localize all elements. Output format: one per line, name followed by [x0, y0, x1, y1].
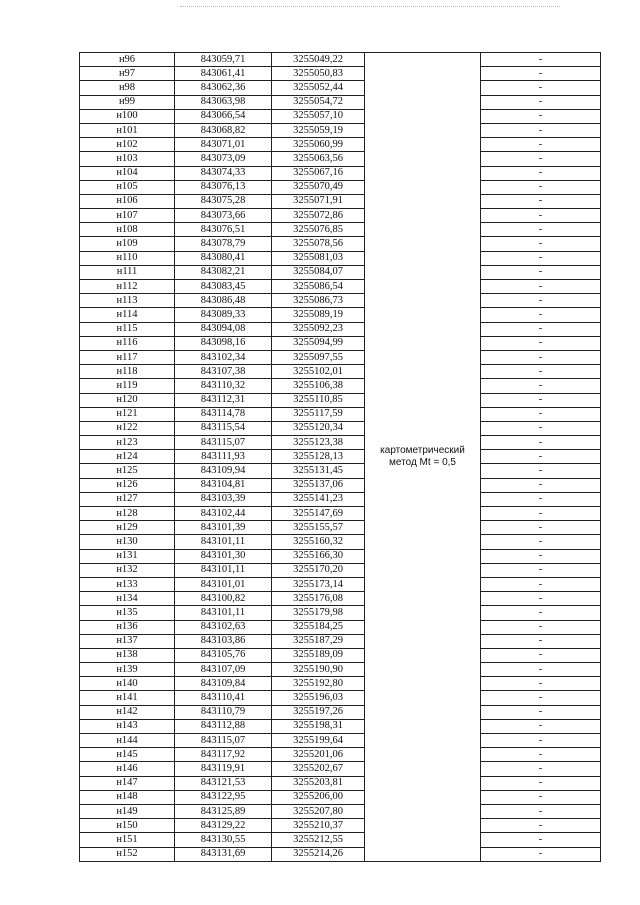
coord-x-cell: 843102,63: [175, 620, 272, 634]
note-cell: -: [481, 237, 601, 251]
coord-y-cell: 3255201,06: [272, 748, 365, 762]
point-id-cell: н139: [80, 663, 175, 677]
point-id-cell: н119: [80, 379, 175, 393]
table-row: [80, 294, 601, 308]
point-id-cell: н143: [80, 719, 175, 733]
table-row: [80, 535, 601, 549]
note-cell: -: [481, 648, 601, 662]
coord-x-cell: 843112,88: [175, 719, 272, 733]
method-label: картометрический метод Mt = 0,5: [380, 444, 465, 468]
coord-x-cell: 843110,79: [175, 705, 272, 719]
coord-x-cell: 843074,33: [175, 166, 272, 180]
coord-y-cell: 3255170,20: [272, 563, 365, 577]
point-id-cell: н101: [80, 123, 175, 137]
table-row: [80, 507, 601, 521]
note-cell: -: [481, 719, 601, 733]
point-id-cell: н147: [80, 776, 175, 790]
coord-x-cell: 843110,41: [175, 691, 272, 705]
table-row: [80, 223, 601, 237]
coord-x-cell: 843125,89: [175, 804, 272, 818]
coord-x-cell: 843073,09: [175, 152, 272, 166]
note-cell: -: [481, 549, 601, 563]
coord-x-cell: 843101,30: [175, 549, 272, 563]
coord-y-cell: 3255207,80: [272, 804, 365, 818]
table-row: [80, 549, 601, 563]
note-cell: -: [481, 535, 601, 549]
note-cell: -: [481, 379, 601, 393]
coord-x-cell: 843098,16: [175, 336, 272, 350]
coord-y-cell: 3255141,23: [272, 492, 365, 506]
coord-x-cell: 843131,69: [175, 847, 272, 861]
table-row: [80, 478, 601, 492]
point-id-cell: н135: [80, 606, 175, 620]
coord-x-cell: 843110,32: [175, 379, 272, 393]
note-cell: -: [481, 53, 601, 67]
point-id-cell: н132: [80, 563, 175, 577]
table-row: [80, 677, 601, 691]
table-row: [80, 521, 601, 535]
coord-y-cell: 3255176,08: [272, 592, 365, 606]
coord-y-cell: 3255190,90: [272, 663, 365, 677]
table-row: [80, 180, 601, 194]
note-cell: -: [481, 634, 601, 648]
table-row: [80, 336, 601, 350]
coord-y-cell: 3255214,26: [272, 847, 365, 861]
table-row: [80, 790, 601, 804]
coord-y-cell: 3255092,23: [272, 322, 365, 336]
coord-x-cell: 843117,92: [175, 748, 272, 762]
point-id-cell: н118: [80, 365, 175, 379]
table-row: [80, 123, 601, 137]
coord-x-cell: 843082,21: [175, 265, 272, 279]
coord-y-cell: 3255212,55: [272, 833, 365, 847]
table-row: [80, 95, 601, 109]
coord-x-cell: 843107,09: [175, 663, 272, 677]
note-cell: -: [481, 592, 601, 606]
point-id-cell: н124: [80, 450, 175, 464]
point-id-cell: н105: [80, 180, 175, 194]
coord-y-cell: 3255202,67: [272, 762, 365, 776]
note-cell: -: [481, 322, 601, 336]
coord-y-cell: 3255203,81: [272, 776, 365, 790]
note-cell: -: [481, 393, 601, 407]
note-cell: -: [481, 194, 601, 208]
point-id-cell: н100: [80, 109, 175, 123]
point-id-cell: н149: [80, 804, 175, 818]
note-cell: -: [481, 734, 601, 748]
coord-y-cell: 3255128,13: [272, 450, 365, 464]
coord-x-cell: 843068,82: [175, 123, 272, 137]
table-row: [80, 748, 601, 762]
coord-x-cell: 843107,38: [175, 365, 272, 379]
point-id-cell: н108: [80, 223, 175, 237]
method-cell: [365, 53, 481, 862]
note-cell: -: [481, 563, 601, 577]
table-row: [80, 251, 601, 265]
note-cell: -: [481, 365, 601, 379]
coord-x-cell: 843089,33: [175, 308, 272, 322]
coord-y-cell: 3255196,03: [272, 691, 365, 705]
note-cell: -: [481, 421, 601, 435]
point-id-cell: н110: [80, 251, 175, 265]
coord-x-cell: 843109,84: [175, 677, 272, 691]
coord-x-cell: 843101,01: [175, 577, 272, 591]
coord-y-cell: 3255131,45: [272, 464, 365, 478]
coord-y-cell: 3255052,44: [272, 81, 365, 95]
table-row: [80, 237, 601, 251]
coord-y-cell: 3255117,59: [272, 407, 365, 421]
coord-x-cell: 843109,94: [175, 464, 272, 478]
point-id-cell: н131: [80, 549, 175, 563]
coord-x-cell: 843076,51: [175, 223, 272, 237]
note-cell: -: [481, 123, 601, 137]
coord-x-cell: 843114,78: [175, 407, 272, 421]
table-row: [80, 109, 601, 123]
coord-y-cell: 3255110,85: [272, 393, 365, 407]
note-cell: -: [481, 336, 601, 350]
coord-y-cell: 3255057,10: [272, 109, 365, 123]
note-cell: -: [481, 166, 601, 180]
note-cell: -: [481, 350, 601, 364]
coord-y-cell: 3255199,64: [272, 734, 365, 748]
table-row: [80, 804, 601, 818]
coord-y-cell: 3255071,91: [272, 194, 365, 208]
coord-x-cell: 843130,55: [175, 833, 272, 847]
table-row: [80, 705, 601, 719]
point-id-cell: н96: [80, 53, 175, 67]
note-cell: -: [481, 294, 601, 308]
note-cell: -: [481, 748, 601, 762]
scan-artifact-line: [180, 6, 560, 9]
table-row: [80, 365, 601, 379]
coord-y-cell: 3255078,56: [272, 237, 365, 251]
coord-y-cell: 3255097,55: [272, 350, 365, 364]
note-cell: -: [481, 833, 601, 847]
coord-y-cell: 3255123,38: [272, 436, 365, 450]
note-cell: -: [481, 223, 601, 237]
coord-x-cell: 843115,07: [175, 436, 272, 450]
coord-x-cell: 843101,11: [175, 535, 272, 549]
coord-x-cell: 843111,93: [175, 450, 272, 464]
coord-x-cell: 843102,44: [175, 507, 272, 521]
note-cell: -: [481, 577, 601, 591]
table-row: [80, 166, 601, 180]
table-row: [80, 209, 601, 223]
table-row: [80, 407, 601, 421]
table-row: [80, 379, 601, 393]
coord-y-cell: 3255086,73: [272, 294, 365, 308]
coord-y-cell: 3255049,22: [272, 53, 365, 67]
note-cell: -: [481, 507, 601, 521]
coord-x-cell: 843061,41: [175, 67, 272, 81]
coord-x-cell: 843075,28: [175, 194, 272, 208]
note-cell: -: [481, 492, 601, 506]
table-row: [80, 280, 601, 294]
coord-y-cell: 3255120,34: [272, 421, 365, 435]
coordinates-table: [79, 52, 601, 862]
table-row: [80, 265, 601, 279]
table-row: [80, 847, 601, 861]
point-id-cell: н123: [80, 436, 175, 450]
coord-y-cell: 3255076,85: [272, 223, 365, 237]
note-cell: -: [481, 464, 601, 478]
point-id-cell: н142: [80, 705, 175, 719]
note-cell: -: [481, 606, 601, 620]
point-id-cell: н97: [80, 67, 175, 81]
coord-y-cell: 3255106,38: [272, 379, 365, 393]
coord-y-cell: 3255147,69: [272, 507, 365, 521]
coord-y-cell: 3255137,06: [272, 478, 365, 492]
coord-x-cell: 843119,91: [175, 762, 272, 776]
note-cell: -: [481, 251, 601, 265]
table-row: [80, 81, 601, 95]
coord-x-cell: 843078,79: [175, 237, 272, 251]
coord-x-cell: 843073,66: [175, 209, 272, 223]
table-row: [80, 194, 601, 208]
coord-y-cell: 3255094,99: [272, 336, 365, 350]
point-id-cell: н122: [80, 421, 175, 435]
coord-x-cell: 843101,39: [175, 521, 272, 535]
coord-x-cell: 843101,11: [175, 606, 272, 620]
point-id-cell: н111: [80, 265, 175, 279]
note-cell: -: [481, 478, 601, 492]
coord-x-cell: 843086,48: [175, 294, 272, 308]
coord-x-cell: 843059,71: [175, 53, 272, 67]
table-row: [80, 464, 601, 478]
point-id-cell: н114: [80, 308, 175, 322]
coord-x-cell: 843102,34: [175, 350, 272, 364]
coord-y-cell: 3255206,00: [272, 790, 365, 804]
coord-x-cell: 843129,22: [175, 819, 272, 833]
point-id-cell: н113: [80, 294, 175, 308]
note-cell: -: [481, 762, 601, 776]
point-id-cell: н109: [80, 237, 175, 251]
coord-x-cell: 843071,01: [175, 138, 272, 152]
note-cell: -: [481, 152, 601, 166]
point-id-cell: н150: [80, 819, 175, 833]
table-row: [80, 450, 601, 464]
table-row: [80, 776, 601, 790]
point-id-cell: н144: [80, 734, 175, 748]
table-row: [80, 67, 601, 81]
table-row: [80, 833, 601, 847]
table-row: [80, 563, 601, 577]
point-id-cell: н152: [80, 847, 175, 861]
table-row: [80, 691, 601, 705]
point-id-cell: н98: [80, 81, 175, 95]
coord-x-cell: 843083,45: [175, 280, 272, 294]
table-row: [80, 606, 601, 620]
coord-x-cell: 843062,36: [175, 81, 272, 95]
point-id-cell: н125: [80, 464, 175, 478]
coord-y-cell: 3255166,30: [272, 549, 365, 563]
coord-x-cell: 843103,86: [175, 634, 272, 648]
note-cell: -: [481, 677, 601, 691]
point-id-cell: н121: [80, 407, 175, 421]
coord-x-cell: 843100,82: [175, 592, 272, 606]
point-id-cell: н146: [80, 762, 175, 776]
coord-y-cell: 3255197,26: [272, 705, 365, 719]
table-row: [80, 393, 601, 407]
table-row: [80, 322, 601, 336]
coord-y-cell: 3255070,49: [272, 180, 365, 194]
point-id-cell: н117: [80, 350, 175, 364]
note-cell: -: [481, 280, 601, 294]
note-cell: -: [481, 308, 601, 322]
note-cell: -: [481, 138, 601, 152]
coord-x-cell: 843076,13: [175, 180, 272, 194]
coord-y-cell: 3255198,31: [272, 719, 365, 733]
point-id-cell: н140: [80, 677, 175, 691]
coord-y-cell: 3255160,32: [272, 535, 365, 549]
note-cell: -: [481, 436, 601, 450]
note-cell: -: [481, 819, 601, 833]
point-id-cell: н127: [80, 492, 175, 506]
point-id-cell: н129: [80, 521, 175, 535]
note-cell: -: [481, 620, 601, 634]
coord-x-cell: 843101,11: [175, 563, 272, 577]
note-cell: -: [481, 209, 601, 223]
coord-x-cell: 843094,08: [175, 322, 272, 336]
coord-y-cell: 3255179,98: [272, 606, 365, 620]
coord-x-cell: 843112,31: [175, 393, 272, 407]
point-id-cell: н133: [80, 577, 175, 591]
point-id-cell: н137: [80, 634, 175, 648]
table-row: [80, 577, 601, 591]
table-row: [80, 819, 601, 833]
note-cell: -: [481, 804, 601, 818]
note-cell: -: [481, 67, 601, 81]
coord-y-cell: 3255210,37: [272, 819, 365, 833]
note-cell: -: [481, 705, 601, 719]
point-id-cell: н130: [80, 535, 175, 549]
point-id-cell: н116: [80, 336, 175, 350]
point-id-cell: н106: [80, 194, 175, 208]
coord-y-cell: 3255173,14: [272, 577, 365, 591]
point-id-cell: н148: [80, 790, 175, 804]
table-row: [80, 492, 601, 506]
coord-y-cell: 3255086,54: [272, 280, 365, 294]
table-row: [80, 620, 601, 634]
coord-y-cell: 3255192,80: [272, 677, 365, 691]
coord-x-cell: 843080,41: [175, 251, 272, 265]
coord-y-cell: 3255081,03: [272, 251, 365, 265]
point-id-cell: н136: [80, 620, 175, 634]
point-id-cell: н128: [80, 507, 175, 521]
coord-x-cell: 843063,98: [175, 95, 272, 109]
table-row: [80, 592, 601, 606]
coord-y-cell: 3255155,57: [272, 521, 365, 535]
coord-y-cell: 3255184,25: [272, 620, 365, 634]
point-id-cell: н138: [80, 648, 175, 662]
coord-x-cell: 843103,39: [175, 492, 272, 506]
coord-x-cell: 843115,54: [175, 421, 272, 435]
note-cell: -: [481, 450, 601, 464]
note-cell: -: [481, 265, 601, 279]
coord-y-cell: 3255189,09: [272, 648, 365, 662]
coord-x-cell: 843122,95: [175, 790, 272, 804]
table-row: [80, 436, 601, 450]
point-id-cell: н112: [80, 280, 175, 294]
coord-x-cell: 843121,53: [175, 776, 272, 790]
coord-y-cell: 3255067,16: [272, 166, 365, 180]
note-cell: -: [481, 407, 601, 421]
note-cell: -: [481, 521, 601, 535]
point-id-cell: н103: [80, 152, 175, 166]
coord-y-cell: 3255060,99: [272, 138, 365, 152]
point-id-cell: н151: [80, 833, 175, 847]
table-row: [80, 53, 601, 67]
note-cell: -: [481, 109, 601, 123]
point-id-cell: н99: [80, 95, 175, 109]
table-row: [80, 648, 601, 662]
point-id-cell: н120: [80, 393, 175, 407]
point-id-cell: н141: [80, 691, 175, 705]
table-row: [80, 762, 601, 776]
point-id-cell: н115: [80, 322, 175, 336]
coord-y-cell: 3255102,01: [272, 365, 365, 379]
coord-y-cell: 3255187,29: [272, 634, 365, 648]
table-row: [80, 350, 601, 364]
coord-y-cell: 3255063,56: [272, 152, 365, 166]
note-cell: -: [481, 847, 601, 861]
point-id-cell: н134: [80, 592, 175, 606]
note-cell: -: [481, 790, 601, 804]
table-row: [80, 719, 601, 733]
note-cell: -: [481, 691, 601, 705]
note-cell: -: [481, 95, 601, 109]
coord-y-cell: 3255072,86: [272, 209, 365, 223]
note-cell: -: [481, 776, 601, 790]
table-row: [80, 152, 601, 166]
coordinates-table-body: [80, 53, 601, 862]
point-id-cell: н107: [80, 209, 175, 223]
point-id-cell: н104: [80, 166, 175, 180]
coord-y-cell: 3255089,19: [272, 308, 365, 322]
point-id-cell: н145: [80, 748, 175, 762]
coord-y-cell: 3255084,07: [272, 265, 365, 279]
note-cell: -: [481, 180, 601, 194]
coord-x-cell: 843105,76: [175, 648, 272, 662]
table-row: [80, 308, 601, 322]
point-id-cell: н126: [80, 478, 175, 492]
coord-y-cell: 3255050,83: [272, 67, 365, 81]
coord-y-cell: 3255059,19: [272, 123, 365, 137]
table-row: [80, 421, 601, 435]
table-row: [80, 663, 601, 677]
table-row: [80, 138, 601, 152]
coord-x-cell: 843066,54: [175, 109, 272, 123]
note-cell: -: [481, 81, 601, 95]
table-row: [80, 634, 601, 648]
coord-x-cell: 843104,81: [175, 478, 272, 492]
coord-x-cell: 843115,07: [175, 734, 272, 748]
point-id-cell: н102: [80, 138, 175, 152]
coord-y-cell: 3255054,72: [272, 95, 365, 109]
table-row: [80, 734, 601, 748]
note-cell: -: [481, 663, 601, 677]
